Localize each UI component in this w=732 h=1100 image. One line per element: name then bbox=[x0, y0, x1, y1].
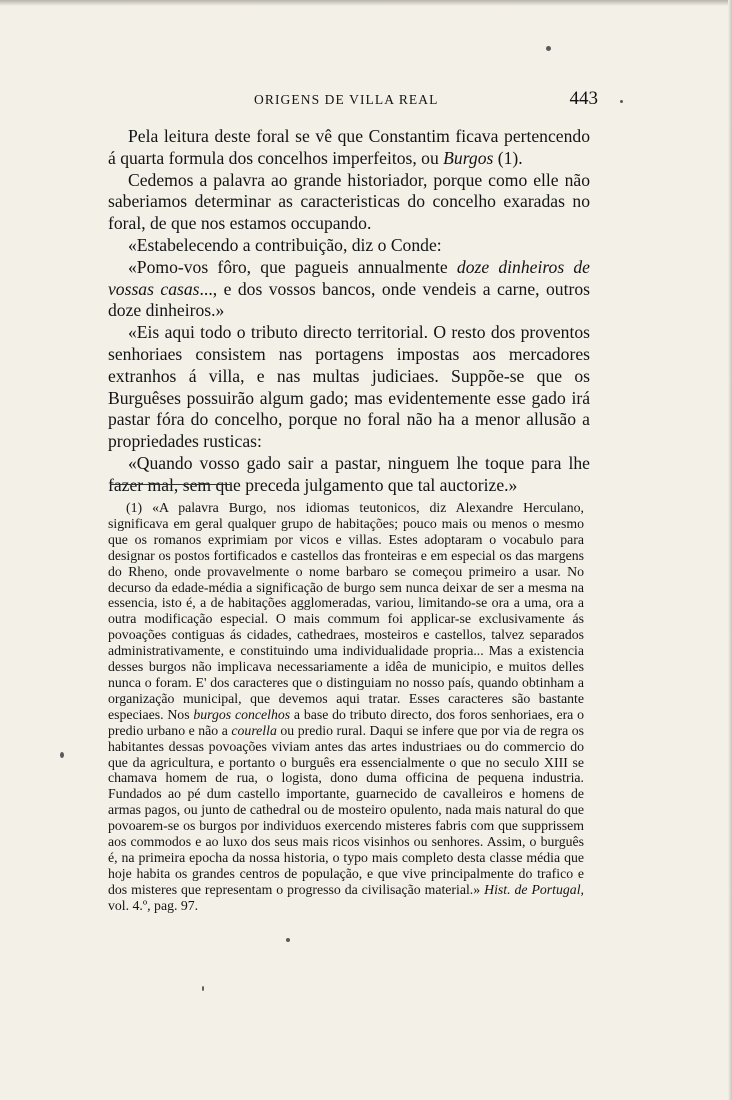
footnote bbox=[108, 500, 584, 914]
emphasis-doze-dinheiros: doze dinheiros de vossas casas bbox=[108, 256, 590, 299]
footnote-rule bbox=[110, 484, 230, 485]
paragraph-3: «Estabelecendo a contribuição, diz o Conde: bbox=[128, 234, 442, 255]
footnote-paragraph: (1) «A palavra Burgo, nos idiomas teutonicos, diz Alexandre Herculano, significava em geral qualquer grupo de habitações; pouco mais ou menos o mesmo que os romanos exprimiam por vicos e villas. Estes adoptaram o vocabulo para designar os postos fortificados e castellos das fronteiras e em especial os das margens do Rheno, onde provavelmente o nome barbaro se começou primeiro a usar. No decurso da edade-média a significação de burgo sem nunca deixar de ser a mesma na essencia, isto é, a de habitações agglomeradas, variou, limitando-se ora a uma, ora a outra modificação especial. O mais commum foi applicar-se exclusivamente ás povoações contiguas ás cidades, cathedraes, mosteiros e castellos, talvez separados administrativamente, e constituindo uma individualidade propria... Mas a existencia desses burgos não implicava necessariamente a idêa de municipio, e muitos delles nunca o foram. E' dos caracteres que o distinguiam no nosso país, quando obtinham a organização municipal, que devemos aqui tratar. Esses caracteres são bastante especiaes. Nos burgos concelhos a base do tributo directo, dos foros senhoriaes, era o predio urbano e não a courella ou predio rural. Daqui se infere que por via de regra os habitantes dessas povoações viviam antes das artes industriaes ou do commercio do que da agricultura, e portanto o burguês era essencialmente o que no seculo XIII se chamava homem de rua, o logista, dono duma officina de pequena industria. Fundados ao pé dum castello importante, guarnecido de cavalleiros e homens de armas pagos, ou junto de cathedral ou de mosteiro opulento, nada mais natural do que povoarem-se os burgos por individuos exercendo misteres fabris com que supprissem aos commodos e ao luxo dos seus mais ricos visinhos ou senhores. Assim, o burguês é, na primeira epocha da nossa historia, o typo mais completo desta classe média que hoje habita os grandes centros de população, e que vive principalmente do trafico e dos misteres que representam o progresso da civilisação material.» Hist. de Portugal, vol. 4.º, pag. 97. bbox=[108, 500, 584, 913]
scan-speck bbox=[546, 46, 551, 51]
emphasis-hist-portugal: Hist. de Portugal, bbox=[484, 881, 584, 897]
scan-speck bbox=[620, 100, 623, 103]
paragraph-2: Cedemos a palavra ao grande historiador, porque como elle não saberiamos determinar as caracteristicas do concelho exaradas no foral, de que nos estamos occupando. bbox=[108, 169, 590, 234]
page-header bbox=[108, 88, 598, 114]
main-text bbox=[108, 126, 590, 497]
paragraph-5: «Eis aqui todo o tributo directo territorial. O resto dos proventos senhoriaes consistem nas portagens impostas aos mercadores extranhos á villa, e nas multas judiciaes. Suppõe-se que os Burguêses possuirão algum gado; mas evidentemente esse gado irá pastar fóra do concelho, porque no foral não ha a menor allusão a propriedades rusticas: bbox=[108, 322, 590, 452]
running-title: ORIGENS DE VILLA REAL bbox=[254, 92, 439, 107]
page-right-edge bbox=[728, 0, 732, 1100]
paragraph-1: Pela leitura deste foral se vê que Constantim ficava pertencendo á quarta formula dos concelhos imperfeitos, ou Burgos (1). bbox=[108, 126, 590, 168]
paragraph-6: «Quando vosso gado sair a pastar, ninguem lhe toque para lhe fazer mal, sem que preceda julgamento que tal auctorize.» bbox=[108, 452, 590, 495]
scan-speck bbox=[60, 752, 64, 758]
emphasis-burgos-concelhos: burgos concelhos bbox=[193, 706, 291, 722]
scan-speck bbox=[286, 938, 290, 942]
emphasis-courella: courella bbox=[231, 722, 277, 738]
scan-speck bbox=[202, 986, 204, 991]
emphasis-burgos: Burgos bbox=[443, 147, 494, 168]
page-top-edge bbox=[0, 0, 732, 6]
page-number: 443 bbox=[569, 88, 598, 109]
paragraph-4: «Pomo-vos fôro, que pagueis annualmente doze dinheiros de vossas casas..., e dos vossos bancos, onde vendeis a carne, outros doze dinheiros.» bbox=[108, 256, 590, 321]
